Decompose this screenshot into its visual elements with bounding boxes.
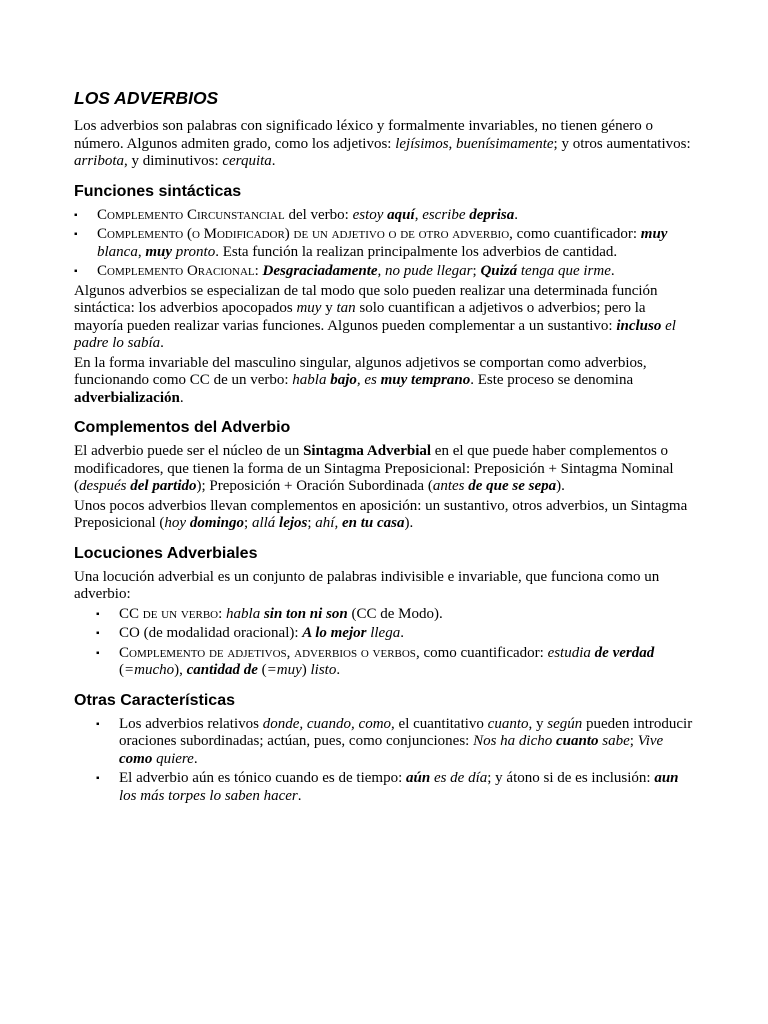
text: , el cuantitativo [391, 715, 488, 732]
example-bold-text: muy [640, 226, 668, 242]
example-text: Nos ha dicho [473, 733, 556, 749]
text: . Esta función la realizan principalmente los adverbios de cantidad. [215, 243, 618, 260]
text: . [160, 335, 164, 351]
term-text: Complemento Circunstancial [97, 206, 285, 223]
example-text: los más torpes lo saben hacer [119, 787, 298, 804]
example-text: arribota [74, 153, 125, 169]
complementos-paragraph-1 [74, 443, 694, 496]
text: , [137, 243, 146, 260]
text: en el que puede haber complementos o modificadores, que tienen la forma de un Sintagma Preposicional: Preposición + Sintagma Nominal ( [74, 443, 674, 494]
example-bold-text: muy [145, 243, 172, 260]
text: ; [629, 733, 638, 749]
text: ). [556, 478, 565, 494]
funciones-list [74, 207, 694, 281]
text: CC [119, 605, 140, 622]
example-text: listo [310, 662, 337, 678]
section-heading-complementos: Complementos del Adverbio [74, 419, 291, 436]
list-item [74, 263, 694, 281]
example-bold-text: deprisa [469, 206, 515, 223]
section-heading-otras: Otras Características [74, 691, 235, 709]
example-text: , no pude llegar [377, 263, 473, 279]
key-term: Sintagma Adverbial [303, 443, 432, 459]
section-heading-locuciones: Locuciones Adverbiales [74, 544, 258, 562]
text: ( [257, 662, 267, 678]
square-bullet-icon: ▪ [74, 209, 78, 221]
example-text: antes [432, 478, 469, 494]
example-text: Vive [637, 733, 664, 749]
example-bold-text: bajo [330, 372, 357, 388]
list-item [74, 625, 694, 643]
text: . [400, 625, 404, 641]
example-text: después [79, 478, 131, 494]
text: En la forma invariable del masculino singular, algunos adjetivos se comportan como adverbios, funcionando como CC de un verbo: [74, 354, 647, 388]
example-bold-text: de que se sepa [468, 478, 557, 494]
example-text: tenga que irme [517, 263, 611, 279]
list-item [74, 770, 694, 805]
example-text: estoy [352, 206, 388, 223]
intro-paragraph [74, 118, 694, 171]
text: , [414, 206, 423, 223]
text: . [610, 263, 615, 279]
text: ); Preposición + Oración Subordinada ( [196, 478, 433, 494]
example-text: cuanto [487, 715, 529, 732]
example-bold-text: muy temprano [380, 372, 471, 388]
example-text: es de día [430, 770, 488, 786]
example-text: donde, cuando, como [262, 715, 392, 732]
example-text: , es [356, 372, 381, 388]
square-bullet-icon: ▪ [96, 608, 100, 620]
square-bullet-icon: ▪ [74, 266, 78, 277]
example-text: según [547, 715, 583, 732]
text: y [321, 300, 337, 316]
example-bold-text: en tu casa [341, 515, 405, 531]
example-bold-text: aún [406, 770, 431, 786]
text: ; [472, 263, 481, 279]
text: ( [119, 662, 124, 678]
example-text: =muy [266, 662, 302, 678]
text: , y [528, 715, 548, 732]
list-item [74, 207, 694, 225]
example-text: habla [292, 372, 331, 388]
example-text: habla [226, 605, 264, 622]
example-bold-text: A lo mejor [302, 625, 367, 641]
example-bold-text: del partido [130, 478, 197, 494]
text: El adverbio puede ser el núcleo de un [74, 443, 304, 459]
example-text: muy [296, 300, 322, 316]
text: (CC de Modo). [347, 605, 443, 622]
example-text: cerquita [222, 153, 272, 169]
term-text: de un verbo [139, 605, 219, 622]
example-text: sabe [598, 733, 630, 749]
text: Los adverbios relativos [119, 715, 263, 732]
square-bullet-icon: ▪ [96, 773, 100, 784]
example-text: el padre lo sabía [74, 317, 676, 351]
locuciones-list [74, 606, 694, 680]
section-heading-funciones: Funciones sintácticas [74, 182, 242, 200]
example-text: hoy [164, 515, 190, 531]
funciones-paragraph-1 [74, 283, 694, 353]
otras-list [74, 716, 694, 806]
text: . [271, 153, 276, 169]
document-title: LOS ADVERBIOS [74, 88, 219, 108]
example-text: escribe [422, 206, 470, 223]
example-bold-text: sin ton ni son [263, 605, 348, 622]
example-bold-text: como [119, 750, 153, 767]
example-text: pronto [172, 243, 216, 260]
term-text: Complemento Oracional [97, 263, 255, 279]
example-text: =mucho [124, 662, 175, 678]
text: Los adverbios son palabras con significado léxico y formalmente invariables, no tienen género o número. Algunos admiten grado, como los adjetivos: [74, 118, 653, 152]
text: Algunos adverbios se especializan de tal modo que solo pueden realizar una determinada función sintáctica: los adverbios apocopados [74, 282, 658, 316]
example-bold-text: de verdad [594, 644, 655, 661]
example-text: tan [336, 300, 356, 316]
text: . [336, 662, 341, 678]
key-term: adverbialización [74, 389, 180, 406]
text: . [179, 389, 184, 406]
text: , y diminutivos: [124, 153, 223, 169]
example-text: blanca [97, 243, 138, 260]
text: ; [244, 515, 252, 531]
square-bullet-icon: ▪ [96, 647, 100, 659]
text: ; [307, 515, 316, 531]
text: . [514, 206, 519, 223]
square-bullet-icon: ▪ [74, 229, 78, 240]
text: . [297, 787, 302, 804]
funciones-paragraph-2 [74, 355, 694, 408]
example-text: estudia [547, 644, 595, 661]
example-bold-text: Desgraciadamente [262, 263, 378, 279]
text: . [193, 750, 198, 767]
text: pueden introducir oraciones subordinadas; actúan, pues, como conjunciones: [119, 715, 693, 749]
example-bold-text: incluso [616, 317, 662, 334]
text: ; y átono si de es inclusión: [487, 770, 655, 786]
list-item [74, 645, 694, 680]
text: . Este proceso se denomina [470, 372, 634, 388]
text: Unos pocos adverbios llevan complementos en aposición: un sustantivo, otros adverbios, un Sintagma Preposicional ( [74, 497, 688, 531]
text: ) [301, 662, 311, 678]
complementos-paragraph-2 [74, 498, 694, 533]
square-bullet-icon: ▪ [96, 628, 100, 639]
text: : [218, 605, 227, 622]
text: ), [174, 662, 187, 678]
list-item [74, 606, 694, 624]
example-bold-text: aquí [387, 206, 415, 223]
example-bold-text: Quizá [480, 263, 518, 279]
example-text: llega [366, 625, 401, 641]
example-bold-text: aun [654, 770, 679, 786]
list-item [74, 226, 694, 261]
example-text: quiere [152, 750, 194, 767]
text: solo cuantifican a adjetivos o adverbios; pero la mayoría pueden realizar varias funciones. Algunos pueden complementar a un sustantivo: [74, 300, 646, 334]
text: CO (de modalidad oracional): [119, 625, 303, 641]
text: del verbo: [284, 206, 353, 223]
text: ). [404, 515, 414, 531]
square-bullet-icon: ▪ [96, 718, 100, 730]
term-text: Complemento (o Modificador) de un adjetivo o de otro adverbio [97, 226, 510, 242]
example-text: allá [251, 515, 280, 531]
text: , como cuantificador: [509, 226, 641, 242]
example-bold-text: cuanto [556, 733, 599, 749]
text: , como cuantificador: [415, 644, 548, 661]
locuciones-paragraph: Una locución adverbial es un conjunto de palabras indivisible e invariable, que funciona como un adverbio: [74, 568, 660, 602]
example-text: lejísimos, buenísimamente [395, 135, 554, 152]
text: El adverbio aún es tónico cuando es de tiempo: [119, 770, 406, 786]
example-bold-text: cantidad de [186, 662, 258, 678]
text: ; y otros aumentativos: [553, 135, 691, 152]
term-text: Complemento de adjetivos, adverbios o verbos [119, 644, 416, 661]
list-item [74, 716, 694, 769]
example-bold-text: lejos [279, 515, 308, 531]
text: : [254, 263, 263, 279]
example-bold-text: domingo [189, 515, 245, 531]
example-text: ahí, [315, 515, 342, 531]
